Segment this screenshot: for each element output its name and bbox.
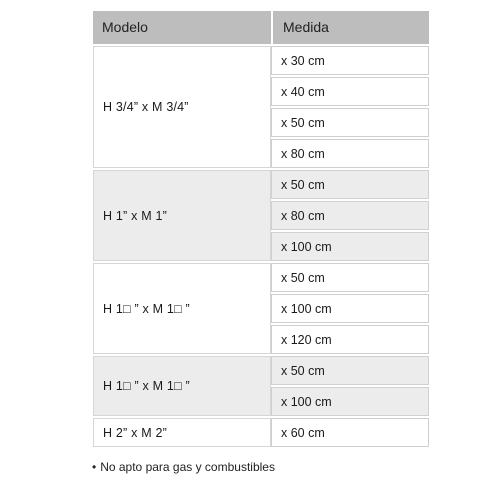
model-cell: H 1” x M 1” (93, 170, 271, 261)
size-cell: x 100 cm (271, 294, 429, 323)
table-row (93, 356, 429, 416)
product-table (93, 11, 429, 447)
model-cell: H 3/4” x M 3/4” (93, 46, 271, 168)
size-cell: x 100 cm (271, 387, 429, 416)
size-cell: x 30 cm (271, 46, 429, 75)
size-cell: x 80 cm (271, 139, 429, 168)
size-cell: x 80 cm (271, 201, 429, 230)
header-model: Modelo (102, 19, 148, 35)
model-cell: H 2” x M 2” (93, 418, 271, 447)
model-cell: H 1□ ” x M 1□ ” (93, 356, 271, 416)
footnote (92, 460, 275, 474)
size-cell: x 60 cm (271, 418, 429, 447)
bullet-icon: • (92, 460, 97, 474)
table-row (93, 263, 429, 354)
table-row (93, 170, 429, 261)
size-cell: x 50 cm (271, 356, 429, 385)
header-size: Medida (271, 11, 429, 44)
size-cell: x 50 cm (271, 170, 429, 199)
table-row (93, 46, 429, 168)
size-cell: x 100 cm (271, 232, 429, 261)
table-header (93, 11, 429, 44)
table-row (93, 418, 429, 447)
model-cell: H 1□ ” x M 1□ ” (93, 263, 271, 354)
footnote-text: No apto para gas y combustibles (100, 460, 275, 474)
size-cell: x 50 cm (271, 263, 429, 292)
size-cell: x 50 cm (271, 108, 429, 137)
size-cell: x 120 cm (271, 325, 429, 354)
size-cell: x 40 cm (271, 77, 429, 106)
